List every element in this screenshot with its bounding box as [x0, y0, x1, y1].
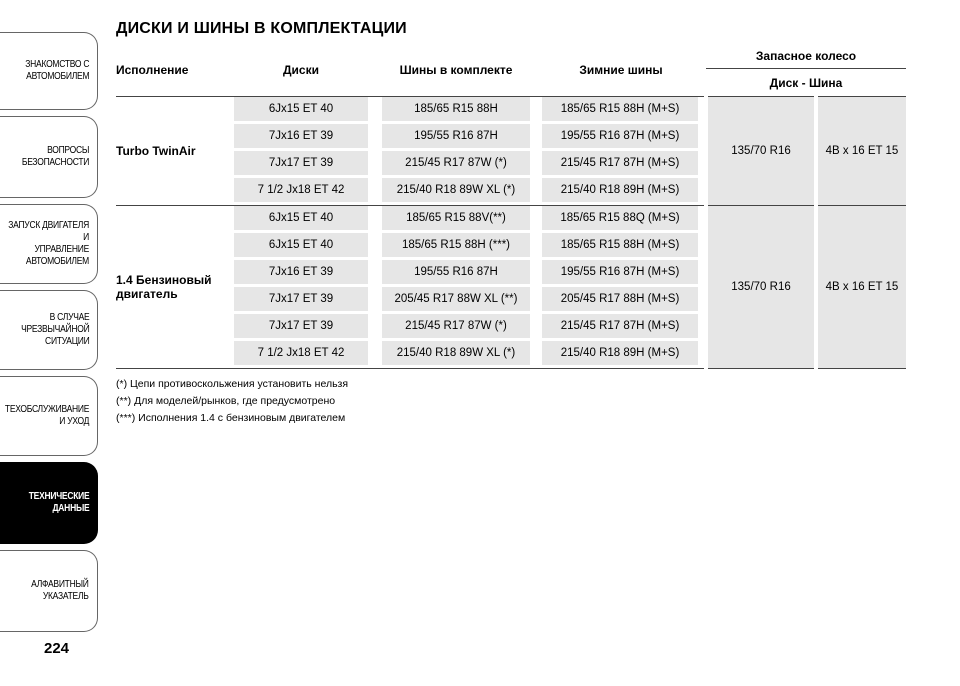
spare-tyre: 135/70 R16 — [706, 206, 816, 369]
winter-cell: 205/45 R17 88H (M+S) — [542, 287, 698, 314]
tab-label: ТЕХОБСЛУЖИВАНИЕ И УХОД — [4, 404, 89, 427]
tyre-cell: 195/55 R16 87H — [382, 124, 530, 151]
tab-index[interactable] — [0, 550, 98, 632]
rim-cell: 7Jx16 ET 39 — [234, 124, 368, 151]
tab-safety[interactable] — [0, 116, 98, 198]
tyre-cell: 215/40 R18 89W XL (*) — [382, 341, 530, 368]
tyre-cell: 185/65 R15 88H — [382, 97, 530, 124]
footnote: (*) Цепи противоскольжения установить нельзя — [116, 378, 349, 390]
tyre-cell: 185/65 R15 88H (***) — [382, 233, 530, 260]
tab-label: АЛФАВИТНЫЙ УКАЗАТЕЛЬ — [31, 579, 89, 602]
tyre-cell: 195/55 R16 87H — [382, 260, 530, 287]
tyre-cell: 215/40 R18 89W XL (*) — [382, 178, 530, 205]
rim-cell: 6Jx15 ET 40 — [234, 233, 368, 260]
model-name: 1.4 Бензиновый двигатель — [116, 206, 226, 369]
winter-cell: 215/45 R17 87H (M+S) — [542, 314, 698, 341]
header-spare: Запасное колесо — [706, 44, 906, 69]
rim-cell: 7 1/2 Jx18 ET 42 — [234, 341, 368, 368]
tyre-table — [116, 44, 906, 369]
winter-cell: 215/40 R18 89H (M+S) — [542, 178, 698, 205]
header-tyres: Шины в комплекте — [376, 44, 536, 97]
header-spare-sub: Диск - Шина — [706, 69, 906, 97]
tab-label: ТЕХНИЧЕСКИЕ ДАННЫЕ — [28, 491, 89, 514]
tyre-cell: 185/65 R15 88V(**) — [382, 206, 530, 233]
rim-cell: 7Jx17 ET 39 — [234, 314, 368, 341]
spare-rim: 4B x 16 ET 15 — [816, 97, 906, 206]
footnote: (***) Исполнения 1.4 с бензиновым двигателем — [116, 412, 346, 424]
header-version: Исполнение — [116, 44, 226, 97]
rim-cell: 7Jx16 ET 39 — [234, 260, 368, 287]
tyre-cell: 215/45 R17 87W (*) — [382, 151, 530, 178]
page-title: ДИСКИ И ШИНЫ В КОМПЛЕКТАЦИИ — [116, 20, 407, 37]
rim-cell: 6Jx15 ET 40 — [234, 97, 368, 124]
winter-cell: 185/65 R15 88H (M+S) — [542, 97, 698, 124]
winter-cell: 195/55 R16 87H (M+S) — [542, 260, 698, 287]
tab-technical-data[interactable] — [0, 462, 98, 544]
tab-emergency[interactable] — [0, 290, 98, 370]
winter-cell: 185/65 R15 88Q (M+S) — [542, 206, 698, 233]
winter-cell: 195/55 R16 87H (M+S) — [542, 124, 698, 151]
spare-tyre: 135/70 R16 — [706, 97, 816, 206]
winter-cell: 215/45 R17 87H (M+S) — [542, 151, 698, 178]
rim-cell: 6Jx15 ET 40 — [234, 206, 368, 233]
tab-maintenance[interactable] — [0, 376, 98, 456]
spare-rim: 4B x 16 ET 15 — [816, 206, 906, 369]
winter-cell: 185/65 R15 88H (M+S) — [542, 233, 698, 260]
footnotes — [116, 376, 348, 427]
tab-starting-driving[interactable] — [0, 204, 98, 284]
rim-cell: 7 1/2 Jx18 ET 42 — [234, 178, 368, 205]
header-rims: Диски — [226, 44, 376, 97]
tab-label: В СЛУЧАЕ ЧРЕЗВЫЧАЙНОЙ СИТУАЦИИ — [20, 312, 89, 347]
table-row — [116, 206, 906, 234]
tab-label: ВОПРОСЫ БЕЗОПАСНОСТИ — [21, 145, 89, 168]
tyre-cell: 215/45 R17 87W (*) — [382, 314, 530, 341]
tab-vehicle-intro[interactable] — [0, 32, 98, 110]
rim-cell: 7Jx17 ET 39 — [234, 151, 368, 178]
footnote: (**) Для моделей/рынков, где предусмотрено — [116, 395, 336, 407]
page-number: 224 — [44, 640, 70, 657]
winter-cell: 215/40 R18 89H (M+S) — [542, 341, 698, 368]
tyre-cell: 205/45 R17 88W XL (**) — [382, 287, 530, 314]
tab-label: ЗАПУСК ДВИГАТЕЛЯ И УПРАВЛЕНИЕ АВТОМОБИЛЕМ — [8, 220, 89, 267]
tab-label: ЗНАКОМСТВО С АВТОМОБИЛЕМ — [25, 59, 89, 82]
header-winter: Зимние шины — [536, 44, 706, 97]
table-row — [116, 97, 906, 125]
rim-cell: 7Jx17 ET 39 — [234, 287, 368, 314]
model-name: Turbo TwinAir — [116, 97, 226, 206]
